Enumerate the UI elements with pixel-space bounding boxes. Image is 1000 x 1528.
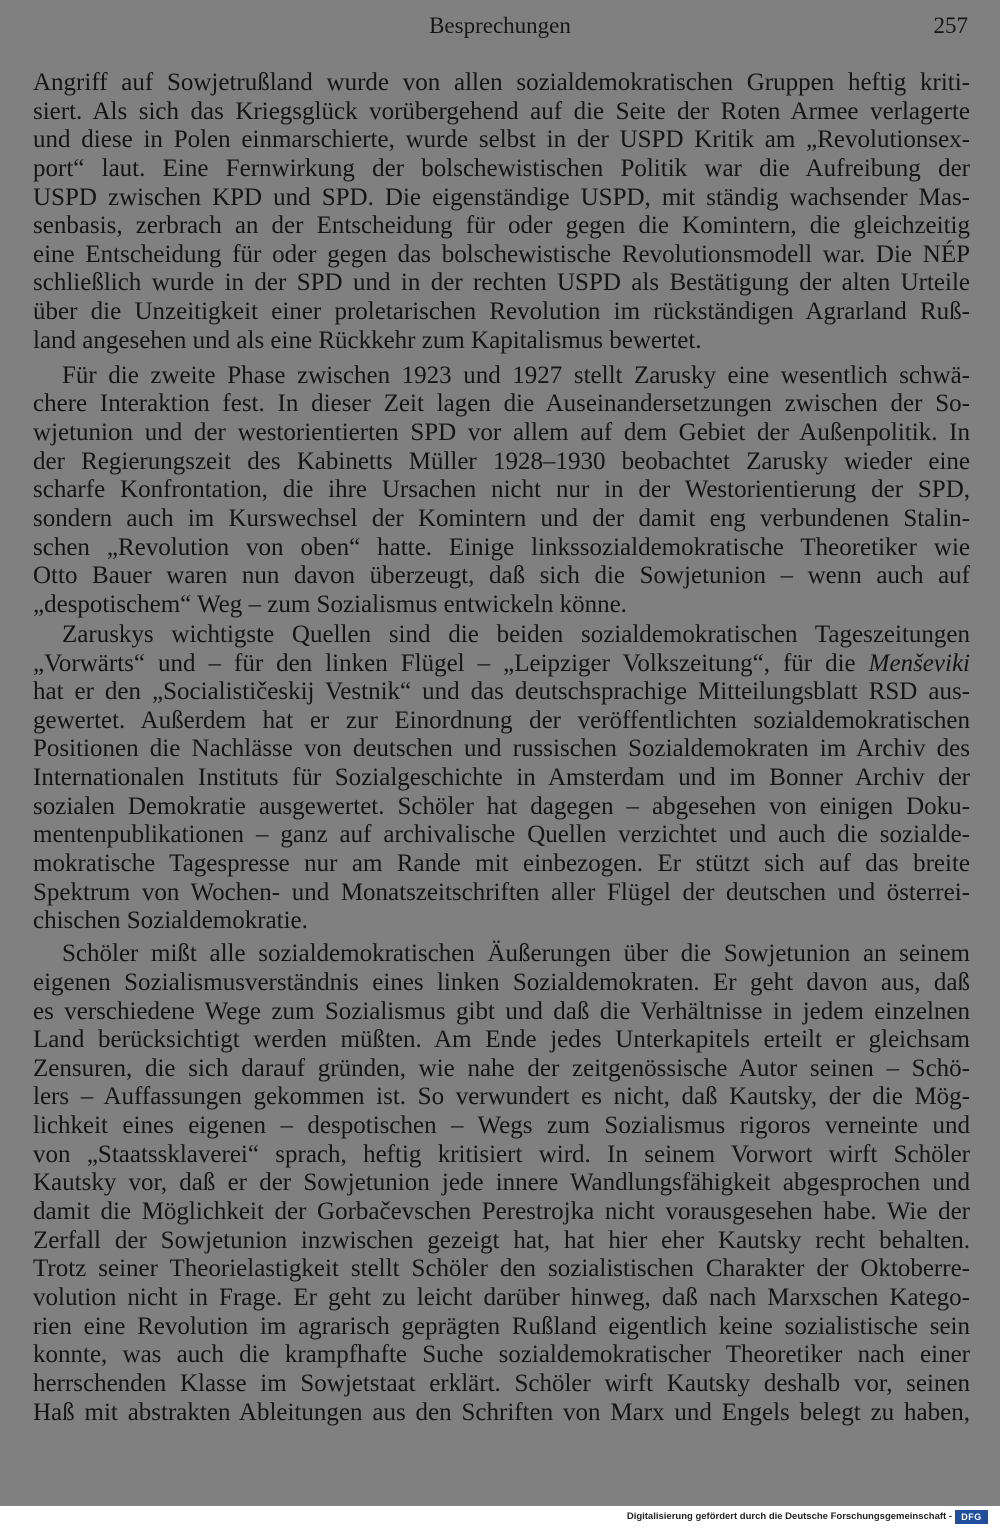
text-line: konnte, was auch die krampfhafte Suche sozialdemokratischer Theoretiker nach einer: [33, 1341, 970, 1369]
text-line: es verschiedene Wege zum Sozialismus gibt und daß die Verhältnisse in jedem einzelnen: [33, 997, 970, 1025]
text-line: von „Staatssklaverei“ sprach, heftig kritisiert wird. In seinem Vorwort wirft Schöler: [33, 1140, 970, 1168]
text-line: lers – Auffassungen gekommen ist. So verwundert es nicht, daß Kautsky, der die Mög-: [33, 1083, 970, 1111]
italic-term: Menševiki: [868, 649, 970, 677]
text-line: schließlich wurde in der SPD und in der rechten USPD als Bestätigung der alten Urteile: [33, 269, 970, 297]
text-segment: „Vorwärts“ und – für den linken Flügel – „Leipziger Volkszeitung“, für die: [33, 649, 869, 677]
text-line: Trotz seiner Theorielastigkeit stellt Schöler den sozialistischen Charakter der Oktoberre-: [33, 1255, 970, 1283]
text-line: scharfe Konfrontation, die ihre Ursachen nicht nur in der Westorientierung der SPD,: [33, 476, 970, 504]
paragraph: [33, 362, 970, 620]
text-line: chischen Sozialdemokratie.: [33, 907, 308, 935]
text-line: gewertet. Außerdem hat er zur Einordnung der veröffentlichten sozialdemokratischen: [33, 706, 970, 734]
text-line: Für die zweite Phase zwischen 1923 und 1927 stellt Zarusky eine wesentlich schwä-: [62, 361, 970, 389]
body-text: [33, 69, 970, 1427]
text-line: Spektrum von Wochen- und Monatszeitschriften aller Flügel der deutschen und österrei-: [33, 878, 970, 906]
text-line: Land berücksichtigt werden müßten. Am Ende jedes Unterkapitels erteilt er gleichsam: [33, 1026, 970, 1054]
text-line: Zensuren, die sich darauf gründen, wie nahe der zeitgenössische Autor seinen – Schö-: [33, 1054, 970, 1082]
text-line: Haß mit abstrakten Ableitungen aus den Schriften von Marx und Engels belegt zu haben,: [33, 1398, 970, 1426]
text-line: über die Unzeitigkeit einer proletarischen Revolution im rückständigen Agrarland Ruß-: [33, 298, 970, 326]
text-line: chere Interaktion fest. In dieser Zeit lagen die Auseinandersetzungen zwischen der So-: [33, 390, 970, 418]
text-line: rien eine Revolution im agrarisch geprägten Rußland eigentlich keine sozialistische sein: [33, 1312, 970, 1340]
paragraph: [33, 69, 970, 355]
footer-credit-text: Digitalisierung gefördert durch die Deutsche Forschungsgemeinschaft -: [626, 1511, 952, 1522]
text-line: eigenen Sozialismusverständnis eines linken Sozialdemokraten. Er geht davon aus, daß: [33, 968, 970, 996]
digitization-footer: [0, 1506, 1000, 1528]
text-line: damit die Möglichkeit der Gorbačevschen Perestrojka nicht vorausgesehen habe. Wie der: [33, 1198, 970, 1226]
text-line: sozialen Demokratie ausgewertet. Schöler hat dagegen – abgesehen von einigen Doku-: [33, 792, 970, 820]
text-line: Zaruskys wichtigste Quellen sind die beiden sozialdemokratischen Tageszeitungen: [62, 620, 970, 648]
text-line: „despotischem“ Weg – zum Sozialismus entwickeln könne.: [33, 590, 627, 618]
text-line: Zerfall der Sowjetunion inzwischen gezeigt hat, hat hier eher Kautsky recht behalten.: [33, 1226, 970, 1254]
text-line: mentenpublikationen – ganz auf archivalische Quellen verzichtet und auch die sozialde-: [33, 821, 970, 849]
text-line: [33, 650, 970, 679]
text-line: sondern auch im Kurswechsel der Komintern und der damit eng verbundenen Stalin-: [33, 504, 970, 532]
text-line: mokratische Tagespresse nur am Rande mit einbezogen. Er stützt sich auf das breite: [33, 849, 970, 877]
text-line: siert. Als sich das Kriegsglück vorübergehend auf die Seite der Roten Armee verlagerte: [33, 97, 970, 125]
text-line: Positionen die Nachlässe von deutschen und russischen Sozialdemokraten im Archiv des: [33, 735, 970, 763]
text-line: lichkeit eines eigenen – despotischen – Wegs zum Sozialismus rigoros verneinte und: [33, 1112, 970, 1140]
text-line: der Regierungszeit des Kabinetts Müller 1928–1930 beobachtet Zarusky wieder eine: [33, 447, 970, 475]
text-line: Kautsky vor, daß er der Sowjetunion jede innere Wandlungsfähigkeit abgesprochen und: [33, 1169, 970, 1197]
text-line: Schöler mißt alle sozialdemokratischen Äußerungen über die Sowjetunion an seinem: [62, 940, 970, 968]
text-line: Otto Bauer waren nun davon überzeugt, daß sich die Sowjetunion – wenn auch auf: [33, 562, 970, 590]
text-line: senbasis, zerbrach an der Entscheidung für oder gegen die Komintern, die gleichzeitig: [33, 212, 970, 240]
text-line: Angriff auf Sowjetrußland wurde von allen sozialdemokratischen Gruppen heftig kriti-: [33, 69, 970, 96]
text-line: USPD zwischen KPD und SPD. Die eigenständige USPD, mit ständig wachsender Mas-: [33, 183, 970, 211]
text-line: volution nicht in Frage. Er geht zu leicht darüber hinweg, daß nach Marxschen Katego-: [33, 1283, 970, 1311]
running-head-title: Besprechungen: [429, 13, 571, 38]
text-line: port“ laut. Eine Fernwirkung der bolschewistischen Politik war die Aufreibung der: [33, 154, 970, 182]
text-line: Internationalen Instituts für Sozialgeschichte in Amsterdam und im Bonner Archiv der: [33, 764, 970, 792]
paragraph: [33, 940, 970, 1427]
text-line: land angesehen und als eine Rückkehr zum Kapitalismus bewertet.: [33, 326, 702, 354]
dfg-logo: DFG: [955, 1510, 988, 1524]
text-line: wjetunion und der westorientierten SPD vor allem auf dem Gebiet der Außenpolitik. In: [33, 419, 970, 447]
text-line: hat er den „Socialističeskij Vestnik“ und das deutschsprachige Mitteilungsblatt RSD aus-: [33, 678, 970, 706]
text-line: herrschenden Klasse im Sowjetstaat erklärt. Schöler wirft Kautsky deshalb vor, seinen: [33, 1369, 970, 1397]
page-number: 257: [933, 13, 968, 38]
text-line: schen „Revolution von oben“ hatte. Einige linkssozialdemokratische Theoretiker wie: [33, 533, 970, 561]
text-line: eine Entscheidung für oder gegen das bolschewistische Revolutionsmodell war. Die NÉP: [33, 240, 970, 268]
paragraph: [33, 621, 970, 936]
running-head: [0, 12, 1000, 40]
text-line: und diese in Polen einmarschierte, wurde selbst in der USPD Kritik am „Revolutionsex-: [33, 126, 970, 154]
